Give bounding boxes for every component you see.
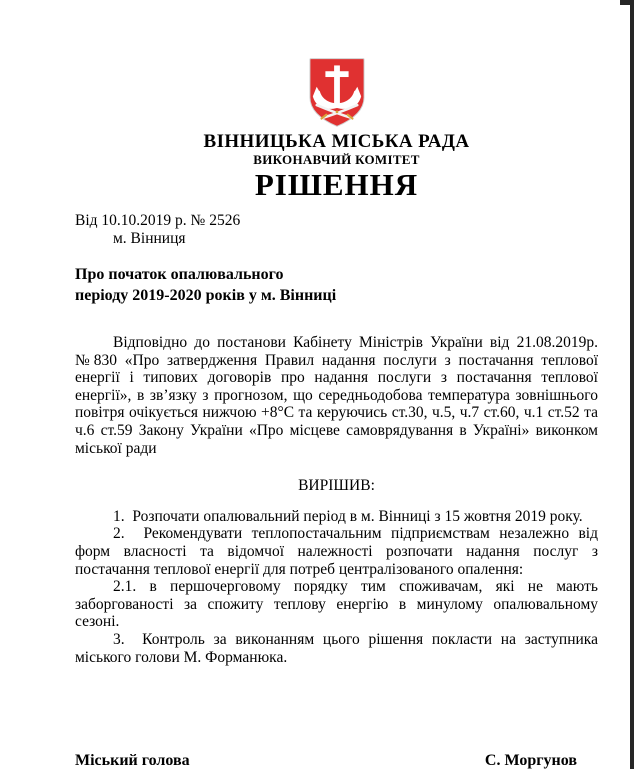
- subject-line-2: періоду 2019-2020 років у м. Вінниці: [75, 287, 337, 305]
- vinnytsia-coat-of-arms-icon: [308, 56, 366, 129]
- resolution-items: [75, 508, 598, 666]
- document-meta: [75, 212, 598, 247]
- subject-block: [75, 264, 598, 306]
- resolution-item-2: 2. Рекомендувати теплопостачальним підприємствам незалежно від форм власності та відомчої належності розпочати надання послуг з постачання теплової енергії для потреб централізованого опалення:: [75, 525, 598, 578]
- document-type-title: РІШЕННЯ: [254, 166, 419, 202]
- date-number-line: Від 10.10.2019 р. № 2526: [75, 212, 241, 230]
- signatory-title: Міський голова: [75, 752, 190, 769]
- resolution-item-1: 1. Розпочати опалювальний період в м. Вінниці з 15 жовтня 2019 року.: [113, 507, 583, 525]
- resolution-item-3: 3. Контроль за виконанням цього рішення покласти на заступника міського голови М. Форманюка.: [75, 631, 598, 666]
- resolution-heading: ВИРІШИВ:: [298, 477, 375, 495]
- city-line: м. Вінниця: [113, 229, 186, 247]
- resolution-item-2-1: 2.1. в першочерговому порядку тим споживачам, які не мають заборгованості за спожиту теплову енергію в минулому опалювальному сезоні.: [75, 578, 598, 631]
- document-header: [75, 0, 598, 201]
- signature-block: [75, 752, 598, 769]
- preamble-paragraph: Відповідно до постанови Кабінету Міністрів України від 21.08.2019р. №830 «Про затвердження Правил надання послуги з постачання теплової енергії і типових договорів про надання послуги з постачання теплової енергії», в зв’язку з прогнозом, що середньодобова температура зовнішнього повітря очікується нижчою +8°С та керуючись ст.30, ч.5, ч.7 ст.60, ч.1 ст.52 та ч.6 ст.59 Закону України «Про місцеве самоврядування в Україні» виконком міської ради: [75, 334, 598, 457]
- organization-name: ВІННИЦЬКА МІСЬКА РАДА: [203, 131, 470, 152]
- subject-line-1: Про початок опалювального: [75, 266, 284, 284]
- committee-name: ВИКОНАВЧИЙ КОМІТЕТ: [253, 152, 420, 168]
- signatory-name: С. Моргунов: [484, 752, 577, 769]
